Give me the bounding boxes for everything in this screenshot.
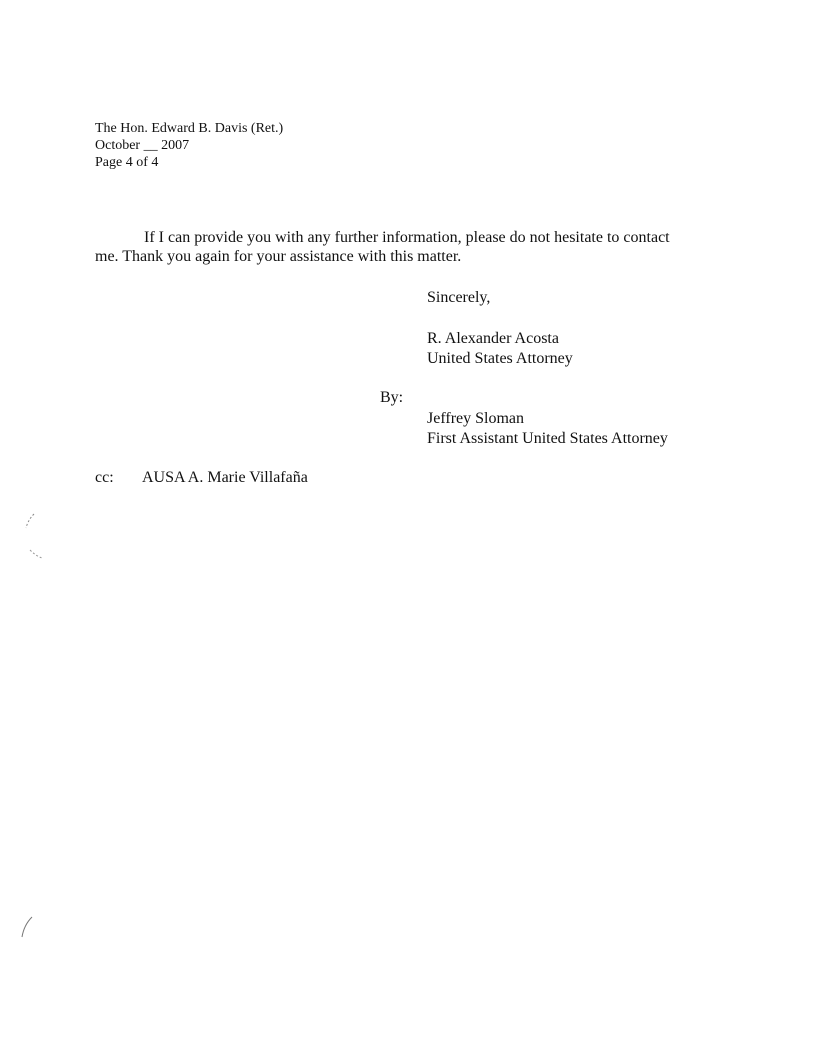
by-signer-block <box>427 409 668 449</box>
by-signer-name: Jeffrey Sloman <box>427 410 525 427</box>
body-line: me. Thank you again for your assistance with this matter. <box>95 248 462 265</box>
signer-block <box>427 329 573 369</box>
cc-recipient: AUSA A. Marie Villafaña <box>142 469 308 486</box>
body-line: If I can provide you with any further information, please do not hesitate to contact <box>144 229 670 246</box>
cc-label: cc: <box>95 469 114 486</box>
by-signer-title: First Assistant United States Attorney <box>427 430 668 447</box>
letter-body-paragraph <box>95 228 735 266</box>
header-page-number: Page 4 of 4 <box>95 155 159 170</box>
signer-name: R. Alexander Acosta <box>427 330 559 347</box>
scan-artifact-mark <box>20 512 60 562</box>
by-label: By: <box>380 389 404 406</box>
letter-closing: Sincerely, <box>427 289 491 306</box>
letter-header <box>95 120 283 171</box>
signer-title: United States Attorney <box>427 350 573 367</box>
header-addressee: The Hon. Edward B. Davis (Ret.) <box>95 121 284 136</box>
header-date: October __ 2007 <box>95 138 190 153</box>
scan-artifact-mark <box>16 915 46 965</box>
